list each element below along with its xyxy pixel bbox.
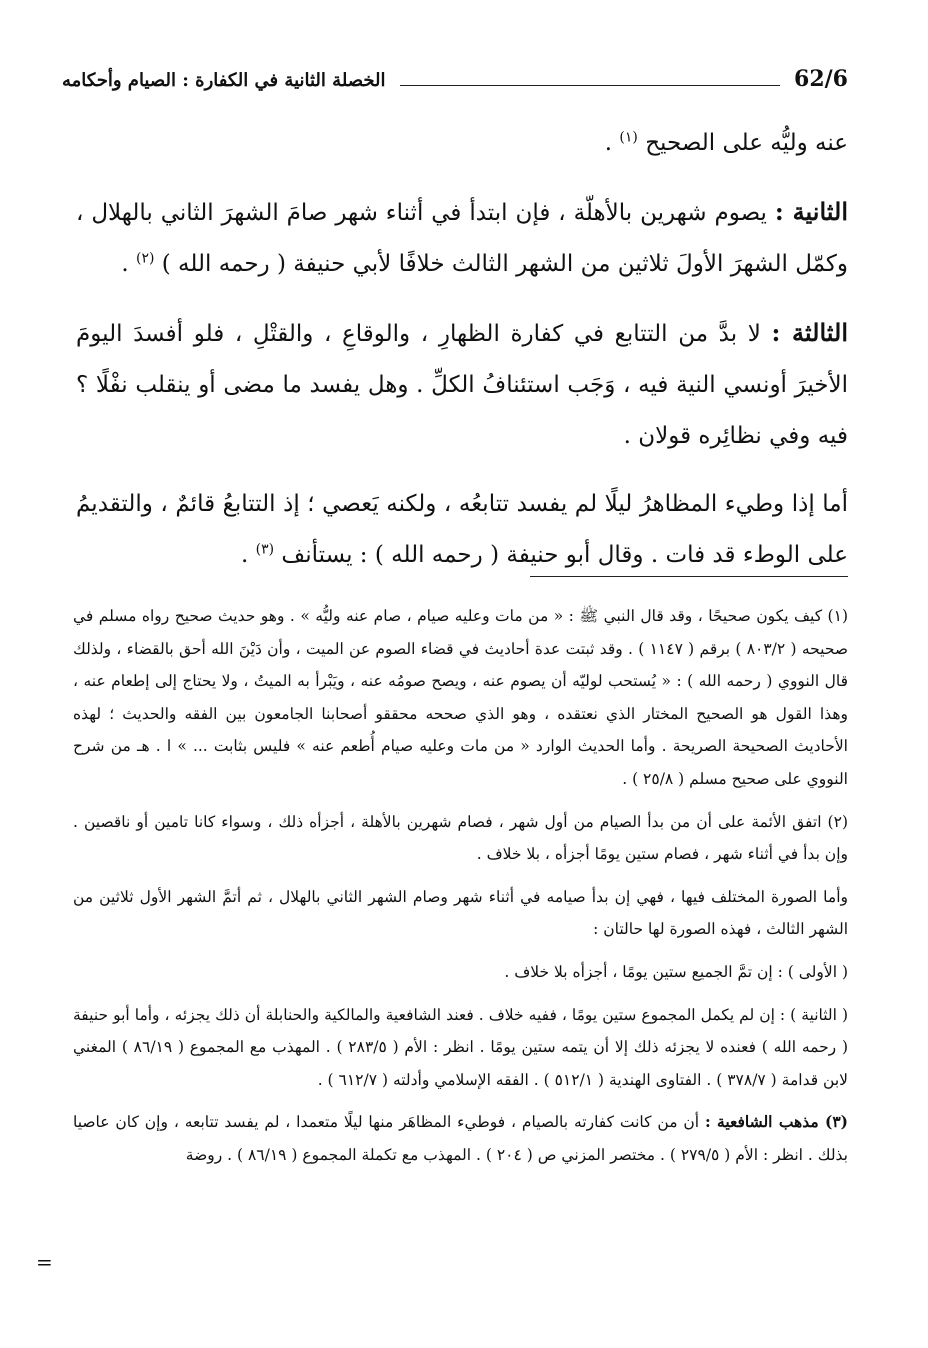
footnote-2-case-1: ( الأولى ) : إن تمَّ الجميع ستين يومًا ، أجزأه بلا خلاف .: [504, 962, 848, 981]
paragraph-2: الثانية : يصوم شهرين بالأهلّة ، فإن ابتدأ في أثناء شهر صامَ الشهرَ الثاني بالهلال ، وكمّل الشهرَ الأولَ ثلاثين من الشهر الثالث خلافًا لأبي حنيفة ( رحمه الله ) $^{(٢)}$ .: [76, 197, 848, 277]
footnote-2-case-2: ( الثانية ) : إن لم يكمل المجموع ستين يومًا ، ففيه خلاف . فعند الشافعية والمالكية والحنابلة أن ذلك يجزئه ، وأما أبو حنيفة ( رحمه الله ) فعنده لا يجزئه ذلك إلا أن يتمه ستين يومًا . انظر : الأم ( ٢٨٣/٥ ) . المهذب مع المجموع ( ٨٦/١٩ ) المغني لابن قدامة ( ٣٧٨/٧ ) . الفتاوى الهندية ( ٥١٢/١ ) . الفقه الإسلامي وأدلته ( ٦١٢/٧ ) .: [73, 1005, 848, 1089]
page-number: 62/6: [794, 66, 848, 92]
running-header: [62, 56, 848, 90]
footnote-ref-1[interactable]: (١): [619, 129, 638, 146]
footnote-ref-2[interactable]: (٢): [135, 250, 155, 267]
main-text: [76, 118, 848, 598]
paragraph-3: الثالثة : لا بدَّ من التتابع في كفارة الظهارِ ، والوقاعِ ، والقتْلِ ، فلو أفسدَ اليومَ الأخيرَ أونسي النية فيه ، وَجَب استئنافُ الكلِّ . وهل يفسد ما مضى أو ينقلب نفْلًا ؟ فيه وفي نظائِره قولان .: [76, 318, 849, 449]
footnote-2-continued: وأما الصورة المختلف فيها ، فهي إن بدأ صيامه في أثناء شهر وصام الشهر الثاني بالهلال ، ثم أتمَّ الشهر الأول ثلاثين من الشهر الثالث ، فهذه الصورة لها حالتان :: [73, 887, 848, 939]
paragraph-4: أما إذا وطيء المظاهرُ ليلًا لم يفسد تتابعُه ، ولكنه يَعصي ؛ إذ التتابعُ قائمٌ ، والتقديمُ على الوطء قد فات . وقال أبو حنيفة ( رحمه الله ) : يستأنف $^{(٣)}$ .: [76, 491, 848, 568]
footnote-1: (١) كيف يكون صحيحًا ، وقد قال النبي ﷺ : « من مات وعليه صيام ، صام عنه وليُّه » . وهو حديث صحيح رواه مسلم في صحيحه ( ٨٠٣/٢ ) برقم ( ١١٤٧ ) . وقد ثبتت عدة أحاديث في قضاء الصوم عن الميت ، وأن دَيْنَ الله أحق بالقضاء ، ولذلك قال النووي ( رحمه الله ) : « يُستحب لوليّه أن يصوم عنه ، ويصح صومُه عنه ، ويَبْرأ به الميتُ ، ولا يحتاج إلى إطعام عنه ، وهذا القول هو الصحيح المختار الذي نعتقده ، وهو الذي صححه محققو أصحابنا الجامعون بين الفقه والحديث ؛ لهذه الأحاديث الصحيحة الصريحة . وأما الحديث الوارد « من مات وعليه صيام أُطعم عنه » فليس بثابت ... » ا . هـ من شرح النووي على صحيح مسلم ( ٢٥/٨ ) .: [73, 607, 848, 788]
header-rule: [400, 85, 781, 86]
footnotes: [73, 600, 848, 1182]
running-title: الخصلة الثانية في الكفارة : الصيام وأحكامه: [62, 70, 386, 91]
paragraph-3-lead: الثالثة :: [771, 318, 849, 347]
paragraph-2-lead: الثانية :: [774, 197, 848, 226]
continuation-mark: =: [36, 1250, 53, 1274]
paragraph-1: عنه وليُّه على الصحيح $^{(١)}$ .: [604, 129, 848, 156]
footnote-2: (٢) اتفق الأئمة على أن من بدأ الصيام من أول شهر ، فصام شهرين بالأهلة ، أجزأه ذلك ، وسواء كانا تامين أو ناقصين . وإن بدأ في أثناء شهر ، فصام ستين يومًا أجزأه ، بلا خلاف .: [73, 812, 848, 864]
footnote-3: (٣) مذهب الشافعية : أن من كانت كفارته بالصيام ، فوطيء المظاهَر منها ليلًا متعمدا ، لم يفسد تتابعه ، وإن كان عاصيا بذلك . انظر : الأم ( ٢٧٩/٥ ) . مختصر المزني ص ( ٢٠٤ ) . المهذب مع تكملة المجموع ( ٨٦/١٩ ) . روضة: [73, 1112, 848, 1164]
footnote-separator: [530, 576, 848, 577]
footnote-ref-3[interactable]: (٣): [255, 541, 275, 558]
footnote-3-label: (٣) مذهب الشافعية :: [704, 1112, 848, 1132]
